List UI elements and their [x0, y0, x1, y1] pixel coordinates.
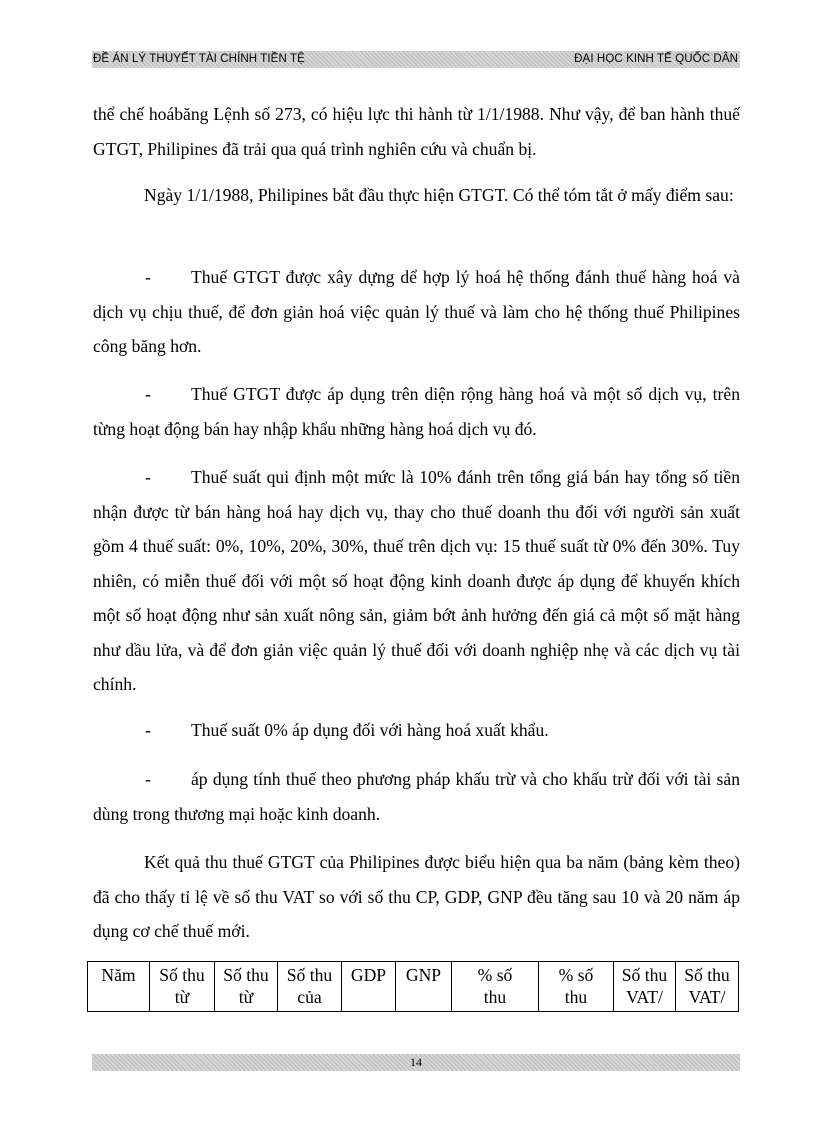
page-number: 14 [410, 1055, 422, 1069]
bullet-item-3 [93, 460, 740, 702]
header-university-name: ĐẠI HỌC KINH TẾ QUỐC DÂN [574, 53, 738, 65]
table-header-cell: Số thu VAT/ [676, 962, 739, 1012]
paragraph-results: Kết quả thu thuế GTGT của Philipines được biểu hiện qua ba năm (bảng kèm theo) đã cho thấy tỉ lệ về số thu VAT so với số thu CP, GDP, GNP đều tăng sau 10 và 20 năm áp dụng cơ chế thuế mới. [93, 852, 740, 941]
page-header [92, 51, 740, 68]
bullet-text: áp dụng tính thuế theo phương pháp khấu trừ và cho khấu trừ đối với tài sản dùng trong thương mại hoặc kinh doanh. [93, 769, 740, 824]
table-header-cell: Số thu từ [215, 962, 278, 1012]
table-header-cell: % số thu [539, 962, 614, 1012]
header-document-title: ĐỀ ÁN LÝ THUYẾT TÀI CHÍNH TIỀN TỆ [93, 53, 305, 65]
bullet-text: Thuế suất qui định một mức là 10% đánh trên tổng giá bán hay tổng số tiền nhận được từ bán hàng hoá hay dịch vụ, thay cho thuế doanh thu đối với người sản xuất gồm 4 thuế suất: 0%, 10%, 20%, 30%, thuế trên dịch vụ: 15 thuế suất từ 0% đến 30%. Tuy nhiên, có miễn thuế đối với một số hoạt động kinh doanh được áp dụng để khuyến khích một số hoạt động như sản xuất nông sản, giảm bớt ảnh hưởng đến giá cả một số mặt hàng như dầu lửa, và để đơn giản việc quản lý thuế đối với doanh nghiệp nhẹ và các dịch vụ tài chính. [93, 467, 740, 694]
table-header-cell: Số thu từ [150, 962, 215, 1012]
bullet-text: Thuế GTGT được xây dựng dể hợp lý hoá hệ thống đánh thuế hàng hoá và dịch vụ chịu thuế, để đơn giản hoá việc quản lý thuế và làm cho hệ thống thuế Philipines công băng hơn. [93, 267, 740, 356]
table-header-cell: Năm [88, 962, 150, 1012]
bullet-item-2 [93, 377, 740, 446]
bullet-item-1 [93, 260, 740, 364]
bullet-text: Thuế suất 0% áp dụng đối với hàng hoá xuất khẩu. [191, 720, 549, 740]
table-header-cell: % số thu [452, 962, 539, 1012]
bullet-dash: - [145, 267, 151, 287]
bullet-dash: - [145, 467, 151, 487]
table-header-cell: Số thu VAT/ [614, 962, 676, 1012]
table-header-row [88, 962, 739, 1012]
table-header-cell: GNP [396, 962, 452, 1012]
bullet-dash: - [145, 720, 151, 740]
page-footer [92, 1054, 740, 1071]
vat-revenue-table [87, 961, 739, 1012]
bullet-text: Thuế GTGT được áp dụng trên diện rộng hàng hoá và một số dịch vụ, trên từng hoạt động bán hay nhập khẩu những hàng hoá dịch vụ đó. [93, 384, 740, 439]
bullet-dash: - [145, 384, 151, 404]
table-header-cell: Số thu của [278, 962, 342, 1012]
paragraph-continuation: thể chế hoábăng Lệnh số 273, có hiệu lực thi hành từ 1/1/1988. Như vậy, để ban hành thuế GTGT, Philipines đã trải qua quá trình nghiên cứu và chuẩn bị. [93, 104, 740, 159]
paragraph-intro: Ngày 1/1/1988, Philipines bắt đầu thực hiện GTGT. Có thể tóm tắt ở mấy điểm sau: [144, 185, 734, 205]
bullet-item-5 [93, 762, 740, 831]
table-header-cell: GDP [342, 962, 396, 1012]
bullet-dash: - [145, 769, 151, 789]
bullet-item-4 [93, 713, 740, 748]
